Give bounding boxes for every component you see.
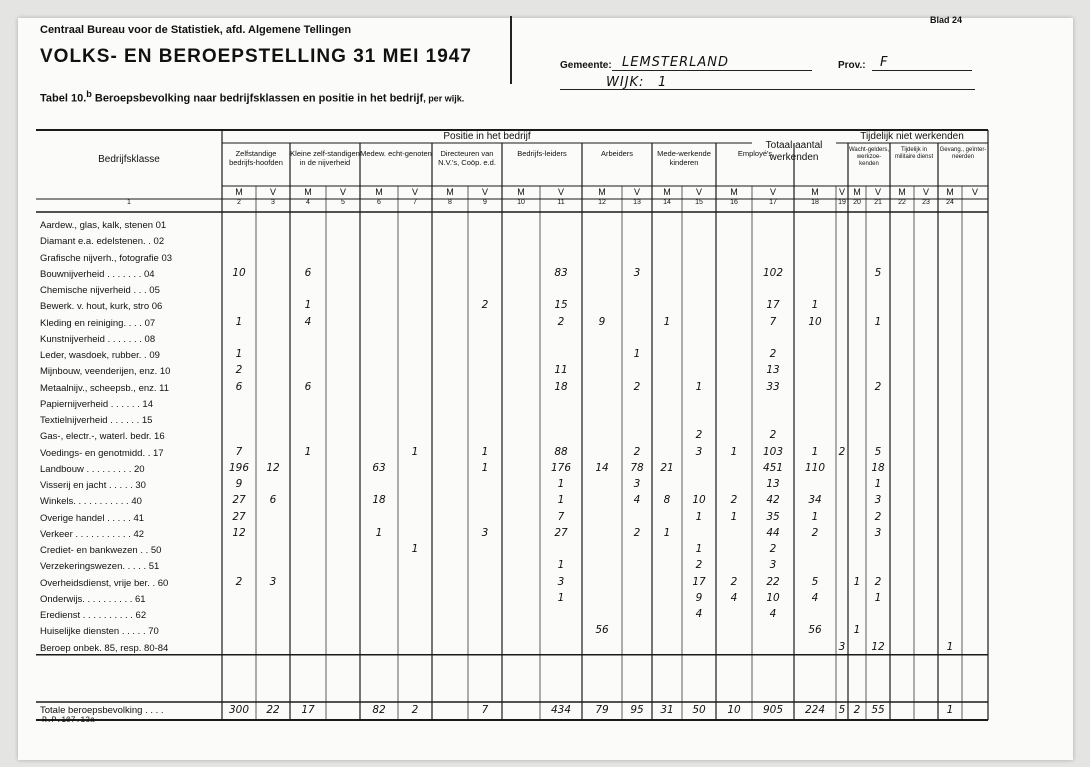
- table-cell-value: 5: [811, 575, 819, 588]
- m-label: M: [517, 187, 525, 197]
- row-label: Diamant e.a. edelstenen. . 02: [40, 236, 165, 248]
- column-number: 6: [377, 199, 381, 206]
- table-cell-value: 4: [695, 608, 703, 620]
- v-label: V: [769, 187, 776, 197]
- row-label: Aardew., glas, kalk, stenen 01: [40, 220, 167, 231]
- table-cell-value: 1: [811, 445, 819, 458]
- table-cell-value: 1: [853, 575, 861, 588]
- table-cell-value: 2: [235, 364, 243, 377]
- table-cell-value: 1: [663, 526, 671, 539]
- m-label: M: [898, 187, 906, 197]
- total-cell-value: 55: [871, 704, 885, 716]
- table-cell-value: 44: [766, 526, 780, 539]
- column-number: 8: [448, 199, 452, 206]
- row-label: Gas-, electr.-, waterl. bedr. 16: [40, 431, 165, 443]
- table-cell-value: 10: [766, 591, 780, 604]
- row-label: Overige handel . . . . . 41: [40, 512, 145, 524]
- tijdelijk-header: Wacht-gelders, werkzoe-kenden: [848, 147, 890, 167]
- table-cell-value: 4: [633, 494, 641, 507]
- table-cell-value: 1: [411, 445, 419, 458]
- table-cell-value: 1: [557, 478, 565, 490]
- table-cell-value: 102: [762, 266, 784, 279]
- v-label: V: [695, 187, 702, 197]
- m-label: M: [811, 187, 819, 197]
- m-label: M: [304, 187, 312, 197]
- table-cell-value: 451: [762, 461, 784, 474]
- m-label: M: [235, 187, 243, 197]
- row-label: Overheidsdienst, vrije ber. . 60: [40, 577, 169, 589]
- tabel-superscript: b: [86, 89, 92, 99]
- table-cell-value: 4: [730, 591, 738, 604]
- organization-name: Centraal Bureau voor de Statistiek, afd. Algemene Tellingen: [40, 24, 352, 36]
- table-cell-value: 4: [811, 591, 819, 604]
- table-cell-value: 1: [730, 445, 738, 458]
- total-cell-value: 5: [838, 704, 846, 716]
- row-label: Visserij en jacht . . . . . 30: [40, 480, 146, 491]
- table-cell-value: 3: [838, 640, 846, 653]
- table-cell-value: 1: [874, 478, 882, 490]
- table-cell-value: 3: [633, 478, 641, 490]
- table-cell-value: 8: [663, 494, 671, 507]
- table-cell-value: 27: [232, 510, 246, 523]
- prov-value: F: [880, 55, 889, 70]
- table-cell-value: 1: [811, 510, 819, 523]
- total-cell-value: 79: [595, 704, 609, 716]
- table-cell-value: 176: [550, 461, 572, 474]
- column-number: 7: [413, 199, 417, 206]
- table-cell-value: 103: [762, 445, 784, 458]
- table-cell-value: 6: [304, 266, 312, 279]
- column-number: 19: [838, 199, 846, 206]
- table-cell-value: 2: [633, 526, 641, 539]
- total-cell-value: 22: [266, 704, 280, 716]
- table-cell-value: 10: [692, 494, 706, 507]
- table-cell-value: 2: [874, 575, 882, 588]
- row-label: Verkeer . . . . . . . . . . . 42: [40, 528, 145, 540]
- row-label: Kleding en reiniging. . . . 07: [40, 317, 156, 329]
- form-title: VOLKS- EN BEROEPSTELLING 31 MEI 1947: [40, 46, 472, 67]
- table-cell-value: 3: [874, 526, 882, 539]
- table-cell-value: 7: [557, 510, 565, 523]
- total-cell-value: 300: [228, 704, 250, 716]
- column-number: 18: [811, 199, 819, 206]
- v-label: V: [633, 187, 640, 197]
- total-cell-value: 905: [762, 704, 784, 716]
- table-cell-value: 1: [304, 299, 312, 312]
- total-cell-value: 7: [481, 704, 489, 716]
- total-cell-value: 2: [411, 704, 419, 716]
- table-cell-value: 2: [695, 559, 703, 572]
- wijk-label: WIJK:: [606, 75, 645, 90]
- table-cell-value: 2: [695, 429, 703, 442]
- row-label: Onderwijs. . . . . . . . . . 61: [40, 593, 146, 605]
- v-label: V: [922, 187, 929, 197]
- table-cell-value: 196: [228, 461, 250, 474]
- row-label: Papiernijverheid . . . . . . 14: [40, 398, 154, 410]
- column-number: 23: [922, 199, 930, 206]
- table-cell-value: 13: [766, 364, 780, 377]
- table-cell-value: 2: [811, 526, 819, 539]
- table-cell-value: 56: [808, 624, 822, 637]
- row-label: Voedings- en genotmidd. . 17: [40, 447, 164, 459]
- table-cell-value: 1: [557, 559, 565, 572]
- row-label: Landbouw . . . . . . . . . 20: [40, 463, 145, 475]
- table-cell-value: 10: [808, 315, 822, 328]
- table-cell-value: 14: [595, 461, 609, 474]
- row-label: Huiselijke diensten . . . . . 70: [40, 626, 159, 638]
- table-cell-value: 12: [232, 526, 246, 539]
- table-cell-value: 6: [269, 494, 277, 507]
- table-cell-value: 9: [695, 591, 703, 604]
- v-label: V: [269, 187, 276, 197]
- column-number: 15: [695, 199, 703, 206]
- sheet-number: Blad 24: [930, 15, 963, 25]
- table-cell-value: 2: [633, 380, 641, 393]
- table-cell-value: 5: [874, 266, 882, 279]
- table-cell-value: 2: [769, 429, 777, 442]
- column-number: 1: [127, 199, 131, 206]
- table-cell-value: 3: [481, 526, 489, 539]
- m-label: M: [663, 187, 671, 197]
- table-cell-value: 2: [730, 494, 738, 507]
- m-label: M: [853, 187, 861, 197]
- table-cell-value: 6: [235, 380, 243, 393]
- column-number: 24: [946, 199, 954, 206]
- group-header-tijdelijk: Tijdelijk niet werkenden: [860, 131, 964, 142]
- column-number: 21: [874, 199, 882, 206]
- table-cell-value: 1: [695, 543, 703, 555]
- group-header-totaal: Totaal aantal werkenden: [765, 140, 823, 163]
- table-cell-value: 1: [633, 348, 641, 360]
- tabel-number: Tabel 10.: [40, 92, 87, 105]
- table-cell-value: 1: [235, 348, 243, 360]
- table-cell-value: 3: [769, 559, 777, 572]
- table-cell-value: 13: [766, 478, 780, 490]
- row-label: Verzekeringswezen. . . . . 51: [40, 561, 160, 573]
- table-cell-value: 3: [269, 575, 277, 588]
- total-cell-value: 31: [660, 704, 674, 716]
- table-cell-value: 4: [304, 315, 312, 328]
- total-cell-value: 82: [372, 704, 386, 716]
- table-cell-value: 1: [304, 445, 312, 458]
- row-label: Mijnbouw, veenderijen, enz. 10: [40, 366, 171, 378]
- table-cell-value: 1: [481, 461, 489, 474]
- column-header: Kleine zelf-standigen in de nijverheid: [290, 149, 360, 167]
- m-label: M: [446, 187, 454, 197]
- column-number: 17: [769, 199, 777, 206]
- total-cell-value: 1: [946, 704, 954, 716]
- table-cell-value: 83: [554, 266, 568, 279]
- total-cell-value: 50: [692, 704, 706, 716]
- total-row-label: Totale beroepsbevolking . . . .: [40, 705, 164, 716]
- table-cell-value: 63: [372, 461, 386, 474]
- row-header-label: Bedrijfsklasse: [98, 154, 160, 165]
- row-label: Winkels. . . . . . . . . . . 40: [40, 496, 142, 508]
- table-cell-value: 1: [557, 494, 565, 507]
- column-number: 4: [306, 199, 310, 206]
- table-cell-value: 7: [769, 315, 777, 328]
- wijk-value: 1: [658, 75, 668, 90]
- column-number: 9: [483, 199, 487, 206]
- table-cell-value: 2: [838, 445, 846, 458]
- prov-label: Prov.:: [838, 60, 866, 71]
- tabel-subtitle: , per wijk.: [423, 93, 465, 104]
- v-label: V: [411, 187, 418, 197]
- group-header-positie: Positie in het bedrijf: [443, 131, 531, 142]
- total-cell-value: 434: [550, 704, 572, 716]
- v-label: V: [874, 187, 881, 197]
- table-cell-value: 78: [630, 461, 644, 474]
- m-label: M: [946, 187, 954, 197]
- row-label: Crediet- en bankwezen . . 50: [40, 545, 162, 556]
- column-number: 20: [853, 199, 861, 206]
- table-cell-value: 33: [766, 380, 780, 393]
- table-cell-value: 3: [633, 266, 641, 279]
- table-cell-value: 1: [811, 299, 819, 312]
- table-cell-value: 2: [730, 575, 738, 588]
- table-cell-value: 3: [557, 575, 565, 588]
- table-cell-value: 4: [769, 608, 777, 620]
- v-label: V: [557, 187, 564, 197]
- table-cell-value: 2: [235, 575, 243, 588]
- table-cell-value: 18: [554, 380, 568, 393]
- m-label: M: [598, 187, 606, 197]
- tijdelijk-header: Gevang., geïnter-neerden: [939, 147, 987, 160]
- table-cell-value: 9: [598, 315, 606, 328]
- total-cell-value: 10: [727, 704, 741, 716]
- table-cell-value: 9: [235, 478, 243, 490]
- column-number: 5: [341, 199, 345, 206]
- column-header: Medew. echt-genoten: [360, 149, 432, 158]
- gemeente-value: LEMSTERLAND: [622, 55, 729, 70]
- total-cell-value: 2: [853, 704, 861, 716]
- table-cell-value: 2: [874, 380, 882, 393]
- table-cell-value: 1: [874, 591, 882, 604]
- column-header: Mede-werkende kinderen: [657, 149, 711, 167]
- table-cell-value: 1: [235, 315, 243, 328]
- column-number: 11: [557, 199, 565, 206]
- table-cell-value: 6: [304, 380, 312, 393]
- row-label: Kunstnijverheid . . . . . . . 08: [40, 333, 156, 345]
- table-cell-value: 11: [554, 364, 568, 377]
- table-cell-value: 1: [375, 526, 383, 539]
- table-cell-value: 42: [766, 494, 780, 507]
- table-cell-value: 5: [874, 445, 882, 458]
- row-label: Leder, wasdoek, rubber. . 09: [40, 350, 160, 361]
- total-cell-value: 95: [630, 704, 644, 716]
- row-label: Textielnijverheid . . . . . . 15: [40, 415, 153, 426]
- form-code: R.P.107.13a: [42, 716, 95, 725]
- row-label: Chemische nijverheid . . . 05: [40, 285, 160, 296]
- table-cell-value: 35: [766, 510, 780, 523]
- table-cell-value: 3: [874, 494, 882, 507]
- total-cell-value: 224: [804, 704, 826, 716]
- table-cell-value: 21: [660, 461, 674, 474]
- table-cell-value: 56: [595, 624, 609, 637]
- v-label: V: [339, 187, 346, 197]
- gemeente-label: Gemeente:: [560, 60, 612, 71]
- table-cell-value: 12: [266, 461, 280, 474]
- table-cell-value: 10: [232, 266, 246, 279]
- v-label: V: [838, 187, 845, 197]
- table-cell-value: 1: [695, 380, 703, 393]
- table-cell-value: 1: [946, 640, 954, 653]
- table-cell-value: 1: [481, 445, 489, 458]
- table-cell-value: 3: [695, 445, 703, 458]
- table-cell-value: 2: [481, 299, 489, 312]
- table-cell-value: 12: [871, 640, 885, 653]
- column-number: 10: [517, 199, 525, 206]
- table-cell-value: 2: [769, 543, 777, 555]
- column-number: 3: [271, 199, 275, 206]
- row-label: Beroep onbek. 85, resp. 80-84: [40, 642, 169, 654]
- table-cell-value: 1: [874, 315, 882, 328]
- table-cell-value: 18: [871, 461, 885, 474]
- m-label: M: [375, 187, 383, 197]
- table-cell-value: 1: [663, 315, 671, 328]
- table-cell-value: 22: [766, 575, 780, 588]
- tabel-title: Beroepsbevolking naar bedrijfsklassen en positie in het bedrijf: [94, 92, 424, 105]
- table-cell-value: 17: [692, 575, 706, 588]
- row-label: Grafische nijverh., fotografie 03: [40, 252, 173, 264]
- column-number: 13: [633, 199, 641, 206]
- column-header: Directeuren van N.V.'s, Coöp. e.d.: [438, 149, 496, 167]
- column-number: 14: [663, 199, 671, 206]
- column-header: Arbeiders: [600, 149, 634, 158]
- table-cell-value: 88: [554, 445, 568, 458]
- table-cell-value: 18: [372, 494, 386, 507]
- row-label: Metaalnijv., scheepsb., enz. 11: [40, 382, 170, 394]
- table-cell-value: 34: [808, 494, 822, 507]
- tijdelijk-header: Tijdelijk in militaire dienst: [894, 147, 934, 160]
- table-cell-value: 7: [235, 445, 243, 458]
- column-header: Zelfstandige bedrijfs-hoofden: [229, 149, 283, 167]
- m-label: M: [730, 187, 738, 197]
- table-cell-value: 1: [853, 624, 861, 637]
- table-cell-value: 17: [766, 299, 780, 312]
- column-header: Bedrijfs-leiders: [517, 149, 567, 158]
- table-cell-value: 1: [557, 591, 565, 604]
- table-cell-value: 2: [769, 348, 777, 360]
- table-cell-value: 1: [411, 543, 419, 555]
- v-label: V: [971, 187, 978, 197]
- table-cell-value: 2: [557, 315, 565, 328]
- table-cell-value: 27: [554, 526, 568, 539]
- column-number: 22: [898, 199, 906, 206]
- row-label: Eredienst . . . . . . . . . . 62: [40, 610, 147, 621]
- row-label: Bewerk. v. hout, kurk, stro 06: [40, 301, 163, 313]
- column-number: 2: [237, 199, 241, 206]
- total-cell-value: 17: [301, 704, 315, 716]
- table-cell-value: 2: [874, 510, 882, 523]
- table-cell-value: 1: [695, 510, 703, 523]
- column-header: Employé's: [737, 149, 773, 158]
- table-cell-value: 110: [804, 461, 826, 474]
- row-label: Bouwnijverheid . . . . . . . 04: [40, 268, 155, 280]
- v-label: V: [481, 187, 488, 197]
- table-cell-value: 2: [633, 445, 641, 458]
- column-number: 16: [730, 199, 738, 206]
- table-cell-value: 27: [232, 494, 246, 507]
- column-number: 12: [598, 199, 606, 206]
- table-cell-value: 15: [554, 299, 568, 312]
- table-cell-value: 1: [730, 510, 738, 523]
